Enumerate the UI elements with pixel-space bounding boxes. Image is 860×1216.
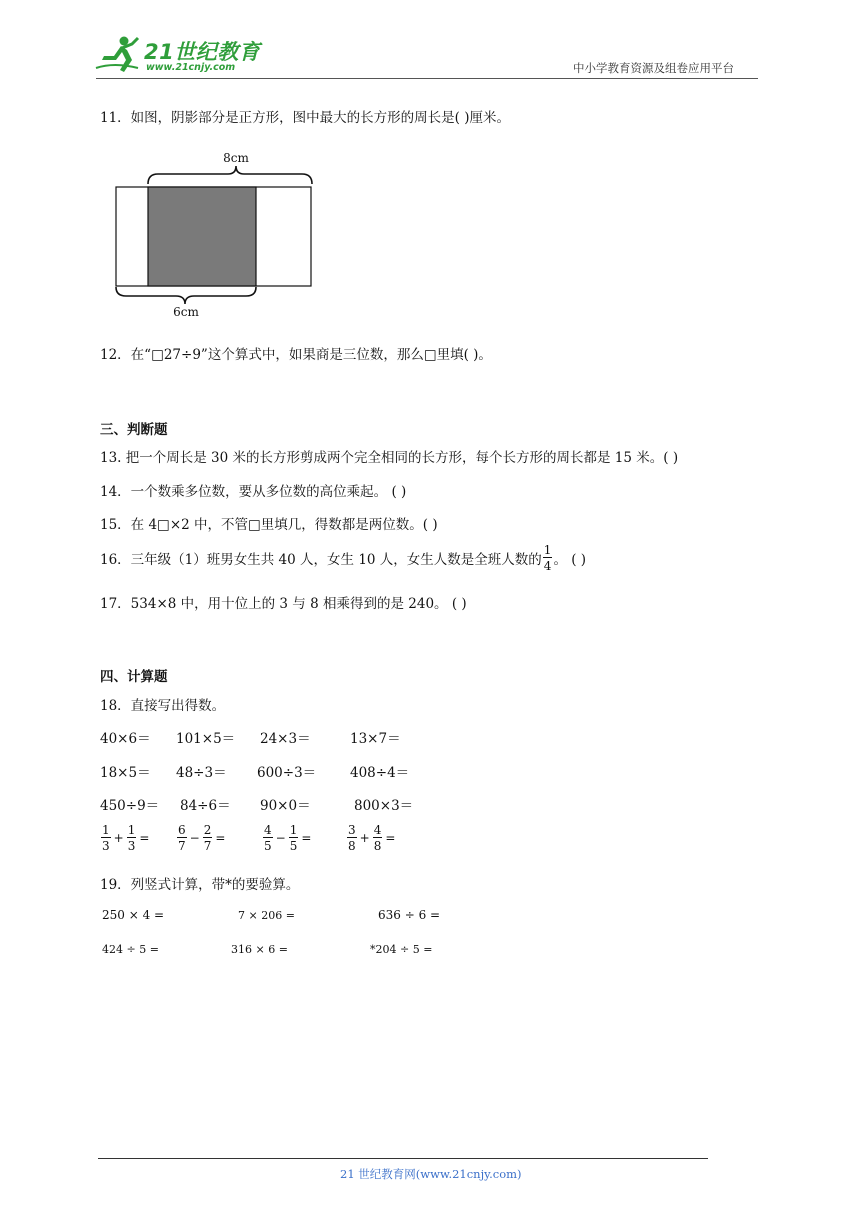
calc-item: 48÷3＝ bbox=[176, 765, 227, 781]
section-calculation-title: 四、计算题 bbox=[100, 669, 168, 685]
fraction-expression: $\frac{1}{3}$ + $\frac{1}{3}$ = bbox=[102, 823, 150, 853]
fraction-expression: $\frac{6}{7}$ − $\frac{2}{7}$ = bbox=[178, 823, 226, 853]
calc-item: 800×3＝ bbox=[354, 798, 414, 814]
header-rule bbox=[96, 78, 758, 79]
label-8cm: 8cm bbox=[223, 151, 249, 165]
runner-logo-icon bbox=[94, 34, 146, 76]
logo-url: www.21cnjy.com bbox=[146, 62, 236, 73]
question-11-figure bbox=[110, 146, 330, 322]
header-platform-name: 中小学教育资源及组卷应用平台 bbox=[573, 61, 734, 75]
question-19-title: 19．列竖式计算，带*的要验算。 bbox=[100, 877, 300, 893]
calc-item: 600÷3＝ bbox=[257, 765, 317, 781]
vertical-calc-item: 7 × 206 = bbox=[238, 909, 295, 922]
calc-item: 90×0＝ bbox=[260, 798, 311, 814]
vertical-calc-item: 250 × 4 = bbox=[102, 908, 165, 922]
question-12: 12．在“□27÷9”这个算式中，如果商是三位数，那么□里填( )。 bbox=[100, 347, 492, 363]
question-16-tail: 。 ( ) bbox=[553, 552, 587, 568]
label-6cm: 6cm bbox=[173, 305, 199, 319]
vertical-calc-item: 316 × 6 = bbox=[231, 943, 288, 956]
footer-link[interactable]: 21 世纪教育网(www.21cnjy.com) bbox=[340, 1167, 522, 1181]
vertical-calc-item: 424 ÷ 5 = bbox=[102, 943, 159, 956]
calc-item: 450÷9＝ bbox=[100, 798, 160, 814]
question-18-title: 18．直接写出得数。 bbox=[100, 698, 226, 714]
fraction-expression: $\frac{3}{8}$ + $\frac{4}{8}$ = bbox=[348, 823, 396, 853]
calc-item: 40×6＝ bbox=[100, 731, 151, 747]
footer-rule bbox=[98, 1158, 708, 1159]
vertical-calc-item: 636 ÷ 6 = bbox=[378, 908, 441, 922]
question-16 bbox=[100, 544, 586, 572]
section-judgment-title: 三、判断题 bbox=[100, 422, 168, 438]
question-11: 11．如图，阴影部分是正方形，图中最大的长方形的周长是( )厘米。 bbox=[100, 110, 511, 126]
calc-item: 18×5＝ bbox=[100, 765, 151, 781]
calc-item: 24×3＝ bbox=[260, 731, 311, 747]
question-17: 17．534×8 中，用十位上的 3 与 8 相乘得到的是 240。 ( ) bbox=[100, 596, 467, 612]
brace-top bbox=[148, 166, 312, 184]
header-logo bbox=[94, 34, 264, 78]
calc-item: 408÷4＝ bbox=[350, 765, 410, 781]
logo-text: 21世纪教育 bbox=[144, 40, 261, 64]
calc-item: 84÷6＝ bbox=[180, 798, 231, 814]
calc-item: 101×5＝ bbox=[176, 731, 236, 747]
question-14: 14．一个数乘多位数，要从多位数的高位乘起。 ( ) bbox=[100, 484, 407, 500]
question-15: 15．在 4□×2 中，不管□里填几，得数都是两位数。( ) bbox=[100, 517, 438, 533]
shaded-square bbox=[148, 187, 256, 286]
question-13: 13. 把一个周长是 30 米的长方形剪成两个完全相同的长方形，每个长方形的周长都是 15 米。( ) bbox=[100, 450, 679, 466]
brace-bottom bbox=[116, 287, 256, 304]
fraction-expression: $\frac{4}{5}$ − $\frac{1}{5}$ = bbox=[264, 823, 312, 853]
fraction-one-quarter: $\frac{1}{4}$ bbox=[543, 543, 552, 573]
question-16-text: 16．三年级（1）班男女生共 40 人，女生 10 人，女生人数是全班人数的 bbox=[100, 552, 542, 568]
calc-item: 13×7＝ bbox=[350, 731, 401, 747]
vertical-calc-item: *204 ÷ 5 = bbox=[370, 943, 433, 956]
